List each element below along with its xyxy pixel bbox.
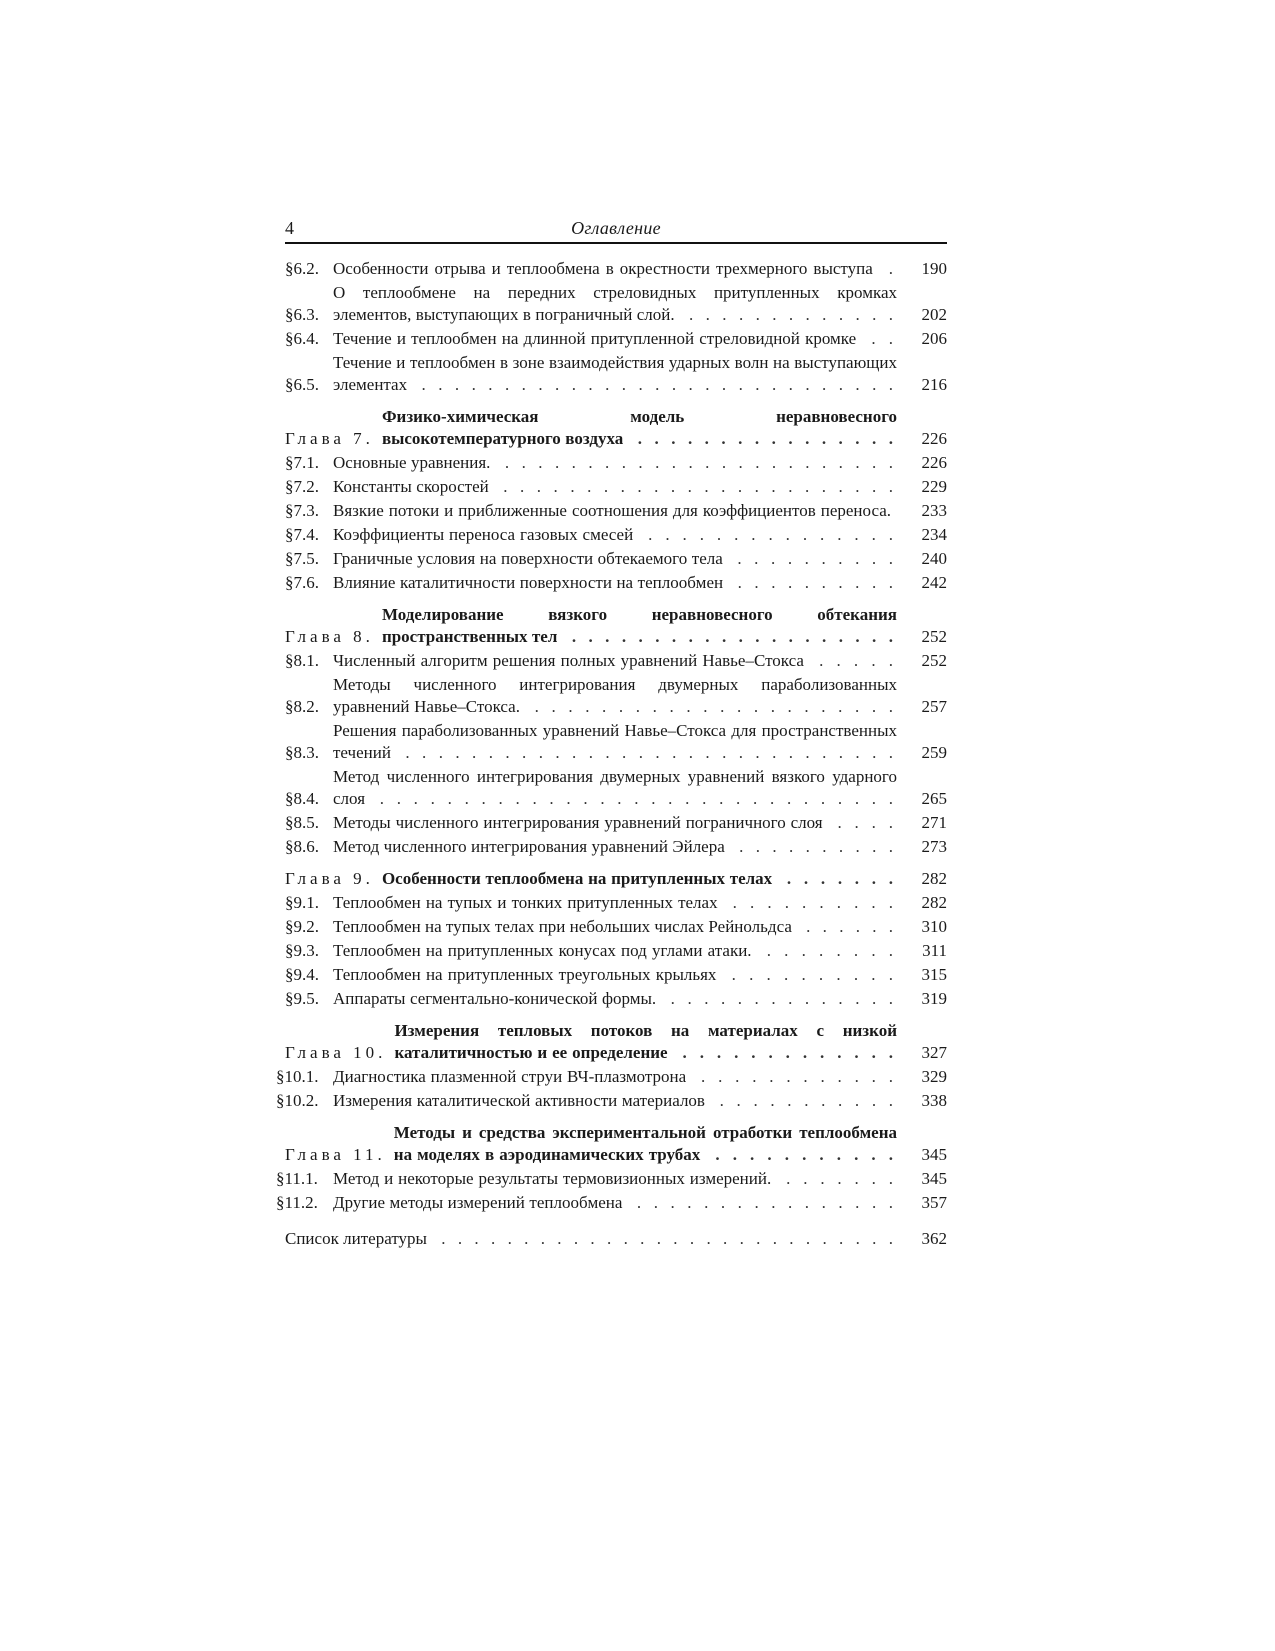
toc-entry-label: §10.1. [276,1067,319,1086]
dot-leader: . . . . . . . . . . . . . . . . . . . . . . . . . . . . . . . [379,789,897,808]
dot-leader: . . . . . . . [786,1169,897,1188]
toc-entry-page: 265 [921,789,947,808]
toc-entry-label: §6.2. [285,259,319,278]
toc-entry-page: 233 [921,501,947,520]
dot-leader: . . . . . . . . . . . . . . . . . . . . . . . . . . . . [441,1229,897,1248]
toc-entry-label: §6.5. [285,375,319,394]
dot-leader: . . . . . . . . . . [737,573,898,592]
toc-entry-title: Влияние каталитичности поверхности на теплообмен [333,573,729,592]
toc-entry-title-wrap [333,988,901,1010]
toc-section-entry[interactable] [285,766,947,810]
dot-leader: . . . . . . . . . . . [719,1091,897,1110]
toc-entry-title-wrap [333,500,901,522]
toc-entry-label: §11.2. [276,1193,318,1212]
toc-entry-page: 310 [921,917,947,936]
toc-section-entry[interactable] [285,964,947,986]
toc-entry-title: Константы скоростей [333,477,495,496]
table-of-contents [276,244,947,1250]
toc-entry-page: 216 [921,375,947,394]
toc-entry-title-wrap [285,1228,901,1250]
toc-section-entry[interactable] [285,572,947,594]
toc-entry-title: Аппараты сегментально-конической формы. [333,989,662,1008]
toc-entry-label: §10.2. [276,1091,319,1110]
toc-entry-title-wrap [382,868,901,890]
toc-entry-page: 315 [921,965,947,984]
toc-entry-label: §7.2. [285,477,319,496]
toc-entry-page: 234 [921,525,947,544]
toc-chapter-entry[interactable] [285,604,947,648]
toc-entry-title-wrap [333,940,901,962]
toc-entry-title-wrap [333,352,901,396]
toc-section-entry[interactable] [285,282,947,326]
toc-entry-label: §8.5. [285,813,319,832]
toc-entry-title: Особенности отрыва и теплообмена в окрестности трехмерного выступа [333,259,879,278]
toc-section-entry[interactable] [285,650,947,672]
toc-entry-label: §9.3. [285,941,319,960]
toc-section-entry[interactable] [285,720,947,764]
toc-entry-title: Диагностика плазменной струи ВЧ-плазмотрона [333,1067,692,1086]
toc-entry-page: 190 [921,259,947,278]
toc-entry-title: Течение и теплообмен на длинной притупленной стреловидной кромке [333,329,862,348]
dot-leader: . . . . . . . . . . . . . . . . . . . . . . . . [503,477,898,496]
toc-entry-title-wrap [333,258,901,280]
toc-entry-page: 329 [921,1067,947,1086]
toc-entry-title: Измерения каталитической активности материалов [333,1091,711,1110]
toc-entry-title-wrap [333,1168,901,1190]
toc-section-entry[interactable] [285,940,947,962]
toc-entry-title-wrap [394,1122,901,1166]
dot-leader: . . . . . . . . . . . . . . . . . . . . . . . . . . . . . [421,375,897,394]
toc-entry-title-wrap [333,282,901,326]
toc-entry-label: Глава 10. [285,1043,387,1062]
toc-entry-title-wrap [333,452,901,474]
toc-section-entry[interactable] [276,1090,947,1112]
toc-section-entry[interactable] [285,836,947,858]
toc-entry-label: §9.2. [285,917,319,936]
toc-entry-title: Физико-химическая модель неравновесного высокотемпературного воздуха [381,407,897,448]
dot-leader: . . . . . . [806,917,898,936]
toc-section-entry[interactable] [285,258,947,280]
toc-section-entry[interactable] [285,328,947,350]
dot-leader: . . . . . . . . . . . . . . . [648,525,897,544]
toc-chapter-entry[interactable] [285,406,947,450]
toc-entry-label: §8.6. [285,837,319,856]
toc-entry-title: Течение и теплообмен в зоне взаимодействия ударных волн на выступающих элементах [333,353,897,394]
page-number: 4 [285,218,294,238]
toc-entry-title-wrap [333,674,901,718]
toc-page [276,216,947,1252]
toc-entry-label: §8.4. [285,789,319,808]
toc-section-entry[interactable] [285,812,947,834]
toc-entry-title: Метод численного интегрирования уравнений Эйлера [333,837,731,856]
toc-entry-page: 357 [921,1193,947,1212]
toc-entry-page: 345 [921,1169,947,1188]
toc-entry-title-wrap [333,720,901,764]
toc-entry-title-wrap [333,524,901,546]
toc-entry-page: 226 [921,429,947,448]
toc-entry-label: §9.1. [285,893,319,912]
toc-chapter-entry[interactable] [285,1020,947,1064]
dot-leader: . . . . . . . . . . . . . [689,305,898,324]
toc-entry-page: 345 [921,1145,947,1164]
dot-leader: . . . . . . . . . . . . . . . . . . . . . . . . . . . . . . [405,743,897,762]
toc-entry-title-wrap [333,1066,901,1088]
dot-leader: . . . . . . . . . . . . [701,1067,898,1086]
toc-entry-title: Моделирование вязкого неравновесного обтекания пространственных тел [381,605,897,646]
toc-entry-label: §7.5. [285,549,319,568]
toc-entry-title: Теплообмен на притупленных конусах под углами атаки. [333,941,758,960]
toc-entry-title-wrap [333,328,901,350]
toc-entry-label: §7.3. [285,501,319,520]
toc-section-entry[interactable] [285,916,947,938]
toc-chapter-entry[interactable] [285,1122,947,1166]
dot-leader: . . . . . . . [786,869,898,888]
toc-entry-page: 252 [921,651,947,670]
dot-leader: . . . . . . . . [766,941,897,960]
toc-entry-title-wrap [333,572,901,594]
dot-leader: . . . . . . . . . . . . . [682,1043,897,1062]
toc-entry-title: Метод и некоторые результаты термовизионных измерений. [333,1169,777,1188]
toc-section-entry[interactable] [285,476,947,498]
toc-entry-label: §11.1. [276,1169,318,1188]
dot-leader: . . [871,329,897,348]
toc-section-entry[interactable] [285,548,947,570]
toc-entry-title: Граничные условия на поверхности обтекаемого тела [333,549,729,568]
header-title: Оглавление [571,218,661,238]
toc-entry-title-wrap [333,476,901,498]
toc-entry-page: 327 [921,1043,947,1062]
toc-section-entry[interactable] [285,988,947,1010]
toc-entry-page: 311 [922,941,947,960]
toc-entry-title-wrap [333,766,901,810]
toc-entry-page: 282 [921,893,947,912]
toc-entry-label: §7.4. [285,525,319,544]
toc-entry-title: О теплообмене на передних стреловидных притупленных кромках элементов, выступающих в пограничный слой. [333,283,897,324]
toc-entry-title: Теплообмен на тупых телах при небольших числах Рейнольдса [333,917,798,936]
toc-entry-title-wrap [333,916,901,938]
toc-entry-label: §8.2. [285,697,319,716]
running-head [285,216,947,244]
toc-entry-page: 362 [921,1229,947,1248]
toc-entry-page: 319 [921,989,947,1008]
toc-entry-page: 338 [921,1091,947,1110]
toc-entry-title: Методы численного интегрирования двумерных параболизованных уравнений Навье–Стокса. [333,675,897,716]
toc-entry-label: §6.4. [285,329,319,348]
toc-entry-label: §8.1. [285,651,319,670]
toc-entry-title: Численный алгоритм решения полных уравнений Навье–Стокса [333,651,810,670]
dot-leader: . . . . . . . . . . [732,893,897,912]
toc-entry-page: 206 [921,329,947,348]
dot-leader: . . . . . . . . . . [731,965,897,984]
toc-entry-label: Глава 8. [285,627,374,646]
toc-entry-page: 282 [921,869,947,888]
toc-entry-label: §8.3. [285,743,319,762]
toc-section-entry[interactable] [285,674,947,718]
toc-section-entry[interactable] [285,892,947,914]
toc-entry-title: Решения параболизованных уравнений Навье–Стокса для пространственных течений [333,721,897,762]
toc-section-entry[interactable] [285,500,947,522]
dot-leader: . . . . . . . . . . [737,549,898,568]
dot-leader: . [888,259,898,278]
toc-entry-title: Теплообмен на тупых и тонких притупленных телах [333,893,724,912]
toc-entry-title: Теплообмен на притупленных треугольных крыльях [333,965,722,984]
toc-section-entry[interactable] [276,1192,947,1214]
toc-entry-title-wrap [382,406,901,450]
toc-entry-page: 229 [921,477,947,496]
toc-entry-page: 259 [921,743,947,762]
toc-entry-title-wrap [333,812,901,834]
dot-leader: . . . . . . . . . . . . . . . . [636,1193,897,1212]
toc-entry-title-wrap [333,964,901,986]
toc-entry-page: 242 [921,573,947,592]
dot-leader: . . . . . . . . . . . [715,1145,898,1164]
toc-entry-label: §9.5. [285,989,319,1008]
toc-entry-title: Метод численного интегрирования двумерных уравнений вязкого ударного слоя [333,767,897,808]
toc-entry-title: Другие методы измерений теплообмена [333,1193,628,1212]
toc-section-entry[interactable] [285,524,947,546]
dot-leader: . . . . . . . . . . . . . . [670,989,897,1008]
toc-entry-title-wrap [333,1192,901,1214]
toc-entry-label: §6.3. [285,305,319,324]
toc-entry-page: 273 [921,837,947,856]
toc-entry-label: Глава 7. [285,429,374,448]
toc-entry-page: 226 [921,453,947,472]
toc-section-entry[interactable] [285,452,947,474]
toc-entry-title-wrap [333,548,901,570]
dot-leader: . . . . . . . . . . . . . . . . . . . . . . . . [504,453,897,472]
toc-entry-title: Вязкие потоки и приближенные соотношения для коэффициентов переноса. [333,501,897,520]
toc-entry-label: §7.1. [285,453,319,472]
toc-entry-title-wrap [333,892,901,914]
toc-entry-title: Методы и средства экспериментальной отработки теплообмена на моделях в аэродинамических трубах [393,1123,897,1164]
toc-entry-title-wrap [394,1020,901,1064]
dot-leader: . . . . [837,813,897,832]
dot-leader: . . . . . [819,651,897,670]
toc-section-entry[interactable] [285,352,947,396]
dot-leader: . . . . . . . . . . . . . . . . . . . . [571,627,897,646]
toc-entry-page: 202 [921,305,947,324]
toc-entry-page: 257 [921,697,947,716]
toc-entry-title-wrap [333,836,901,858]
toc-entry-label: §9.4. [285,965,319,984]
toc-entry-title: Основные уравнения. [333,453,496,472]
toc-entry-title: Список литературы [285,1229,433,1248]
dot-leader: . . . . . . . . . . . . . . . . [637,429,897,448]
toc-entry-page: 271 [921,813,947,832]
toc-entry-label: Глава 9. [285,869,374,888]
toc-entry-title: Измерения тепловых потоков на материалах с низкой каталитичностью и ее определение [394,1021,897,1062]
dot-leader: . . . . . . . . . . [739,837,897,856]
toc-entry-title: Методы численного интегрирования уравнений пограничного слоя [333,813,829,832]
toc-entry-label: §7.6. [285,573,319,592]
toc-section-entry[interactable] [276,1066,947,1088]
toc-entry-title-wrap [333,1090,901,1112]
toc-section-entry[interactable] [276,1168,947,1190]
toc-entry-title: Коэффициенты переноса газовых смесей [333,525,639,544]
dot-leader: . . . . . . . . . . . . . . . . . . . . . . [534,697,897,716]
toc-entry-title: Особенности теплообмена на притупленных телах [382,869,778,888]
toc-entry-page: 252 [921,627,947,646]
toc-entry-title-wrap [333,650,901,672]
toc-chapter-entry[interactable] [285,868,947,890]
toc-entry-page: 240 [921,549,947,568]
toc-entry-title-wrap [382,604,901,648]
toc-entry-label: Глава 11. [285,1145,386,1164]
toc-bibliography-entry[interactable] [285,1228,947,1250]
